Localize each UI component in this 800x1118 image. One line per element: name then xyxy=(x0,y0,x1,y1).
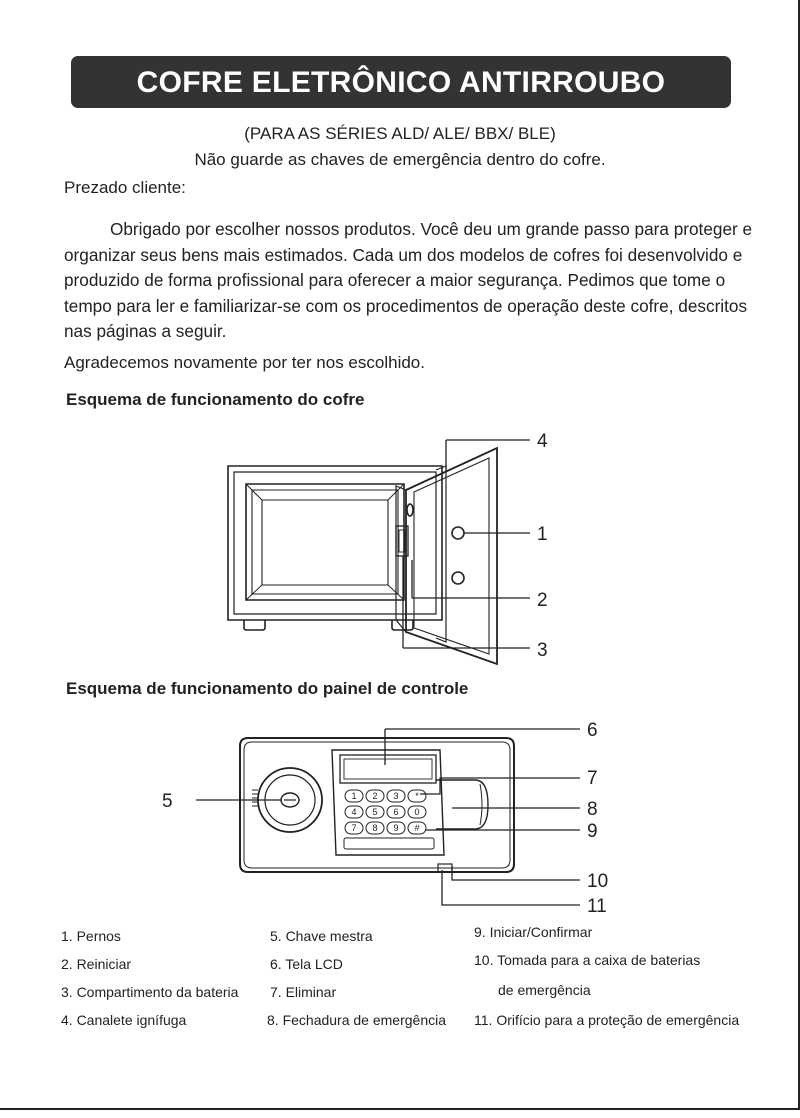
callout-11: 11 xyxy=(587,896,607,917)
warning-line: Não guarde as chaves de emergência dentro do cofre. xyxy=(194,150,606,169)
callout-8: 8 xyxy=(587,799,598,820)
legend-item: 6. Tela LCD xyxy=(270,956,343,972)
key-4: 4 xyxy=(351,807,357,817)
page-title: COFRE ELETRÔNICO ANTIRROUBO xyxy=(71,56,731,108)
key-star: * xyxy=(415,791,419,801)
callout-4: 4 xyxy=(537,431,548,452)
greeting: Prezado cliente: xyxy=(64,178,186,197)
key-9: 9 xyxy=(393,823,399,833)
legend-item: 3. Compartimento da bateria xyxy=(61,984,239,1000)
legend-item: 2. Reiniciar xyxy=(61,956,132,972)
legend-item: 9. Iniciar/Confirmar xyxy=(474,924,593,940)
callout-5: 5 xyxy=(162,791,173,812)
key-1: 1 xyxy=(351,791,357,801)
panel-diagram-heading: Esquema de funcionamento do painel de controle xyxy=(66,679,469,698)
legend-item: 10. Tomada para a caixa de baterias xyxy=(474,952,701,968)
legend-item: 7. Eliminar xyxy=(270,984,337,1000)
key-3: 3 xyxy=(393,791,399,801)
key-0: 0 xyxy=(414,807,420,817)
intro-paragraph: Obrigado por escolher nossos produtos. Você deu um grande passo para proteger e organizar seus bens mais estimados. Cada um dos modelos de cofres foi desenvolvido e produzido de forma profissional para oferecer a maior segurança. Pedimos que tome o tempo para ler e familiarizar-se com os procedimentos de operação deste cofre, descritos nas páginas a seguir. xyxy=(64,219,753,341)
legend-item: 8. Fechadura de emergência xyxy=(267,1012,446,1028)
legend-item: 11. Orifício para a proteção de emergência xyxy=(474,1012,740,1028)
thanks-line: Agradecemos novamente por ter nos escolhido. xyxy=(64,353,425,372)
callout-7: 7 xyxy=(587,768,598,789)
callout-1: 1 xyxy=(537,524,548,545)
legend-item: 4. Canalete ignífuga xyxy=(61,1012,187,1028)
callout-9: 9 xyxy=(587,821,598,842)
key-2: 2 xyxy=(372,791,378,801)
callout-6: 6 xyxy=(587,720,598,741)
key-5: 5 xyxy=(372,807,378,817)
legend-item: 5. Chave mestra xyxy=(270,928,373,944)
callout-10: 10 xyxy=(587,871,609,892)
key-7: 7 xyxy=(351,823,357,833)
safe-diagram-heading: Esquema de funcionamento do cofre xyxy=(66,390,365,409)
callout-2: 2 xyxy=(537,590,548,611)
legend-item: de emergência xyxy=(498,982,591,998)
key-hash: # xyxy=(414,823,420,833)
legend-item: 1. Pernos xyxy=(61,928,121,944)
key-6: 6 xyxy=(393,807,399,817)
key-8: 8 xyxy=(372,823,378,833)
series-line: (PARA AS SÉRIES ALD/ ALE/ BBX/ BLE) xyxy=(244,124,556,143)
callout-3: 3 xyxy=(537,640,548,661)
